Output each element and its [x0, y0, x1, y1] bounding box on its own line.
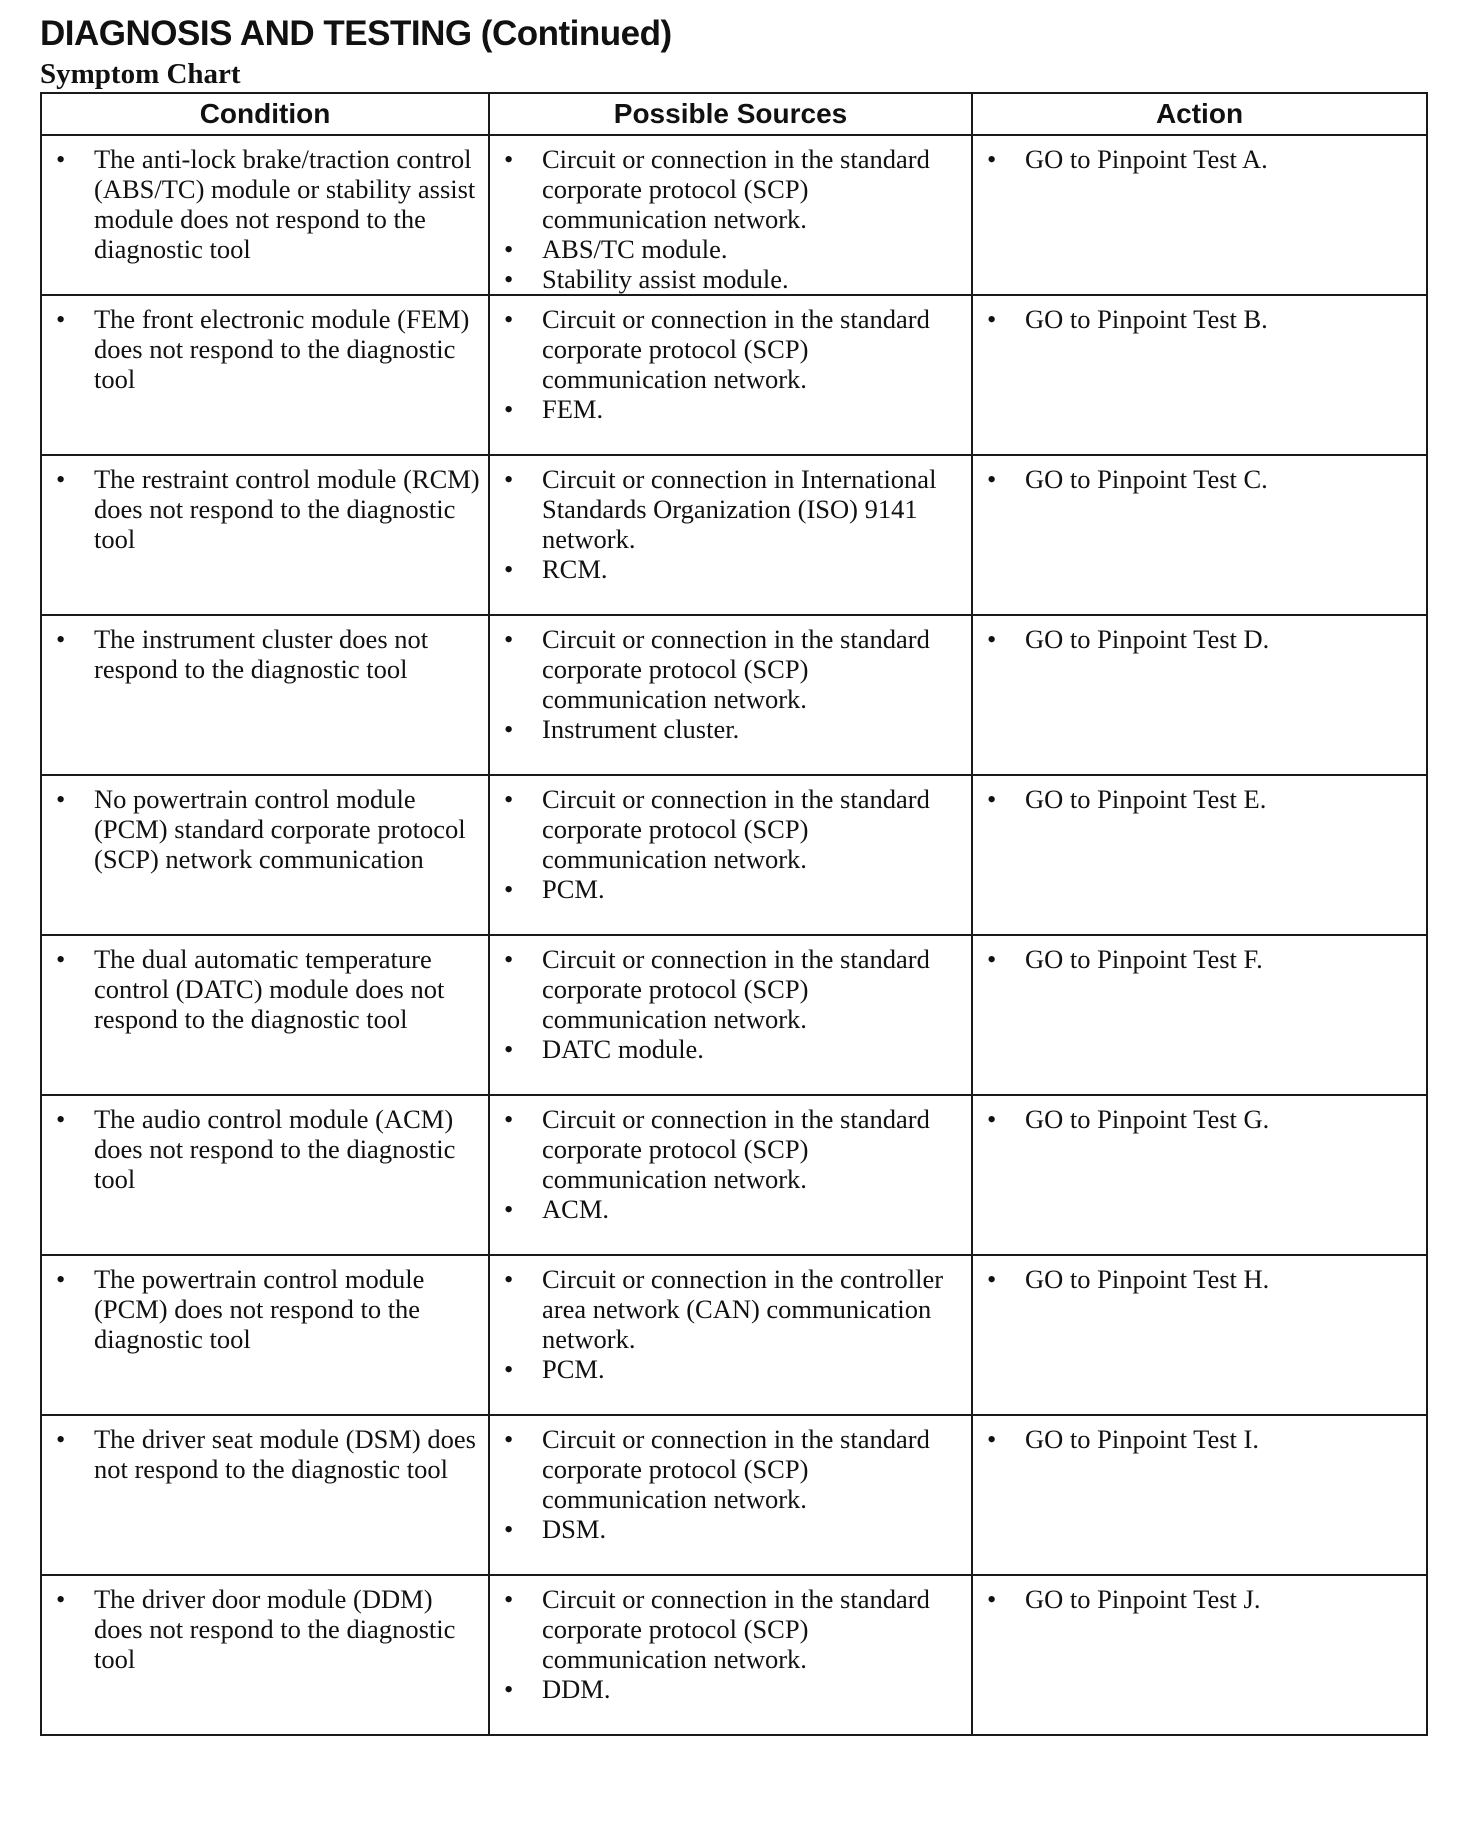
action-text: • GO to Pinpoint Test F. [983, 944, 1420, 974]
condition-cell [41, 295, 489, 455]
possible-sources-cell [489, 1415, 972, 1575]
condition-cell [41, 775, 489, 935]
condition-text: • The anti-lock brake/traction control (ABS/TC) module or stability assist module does not respond to the diagnostic tool [52, 144, 482, 264]
condition-text: • The driver door module (DDM) does not respond to the diagnostic tool [52, 1584, 482, 1674]
possible-source-item: • Circuit or connection in the standard corporate protocol (SCP) communication network. [500, 1104, 965, 1194]
possible-source-item: • DDM. [500, 1674, 965, 1704]
action-text: • GO to Pinpoint Test A. [983, 144, 1420, 174]
possible-source-item: • PCM. [500, 874, 965, 904]
condition-cell [41, 935, 489, 1095]
possible-sources-cell [489, 1575, 972, 1735]
condition-cell [41, 1575, 489, 1735]
action-text: • GO to Pinpoint Test I. [983, 1424, 1420, 1454]
column-header-possible-sources: Possible Sources [489, 93, 972, 135]
possible-source-item: • ABS/TC module. [500, 234, 965, 264]
possible-source-item: • Circuit or connection in the standard corporate protocol (SCP) communication network. [500, 1584, 965, 1674]
possible-source-item: • Circuit or connection in the standard corporate protocol (SCP) communication network. [500, 304, 965, 394]
action-cell [972, 1575, 1427, 1735]
column-header-action: Action [972, 93, 1427, 135]
table-row [41, 1575, 1427, 1735]
condition-cell [41, 1255, 489, 1415]
possible-sources-cell [489, 615, 972, 775]
possible-source-item: • FEM. [500, 394, 965, 424]
action-text: • GO to Pinpoint Test E. [983, 784, 1420, 814]
table-row [41, 135, 1427, 295]
condition-cell [41, 1415, 489, 1575]
condition-text: • The restraint control module (RCM) does not respond to the diagnostic tool [52, 464, 482, 554]
table-row [41, 295, 1427, 455]
possible-source-item: • ACM. [500, 1194, 965, 1224]
action-cell [972, 1415, 1427, 1575]
table-row [41, 615, 1427, 775]
possible-sources-cell [489, 135, 972, 295]
action-cell [972, 1095, 1427, 1255]
condition-text: • No powertrain control module (PCM) standard corporate protocol (SCP) network communication [52, 784, 482, 874]
possible-source-item: • Circuit or connection in the controller area network (CAN) communication network. [500, 1264, 965, 1354]
possible-source-item: • Circuit or connection in the standard corporate protocol (SCP) communication network. [500, 1424, 965, 1514]
condition-cell [41, 615, 489, 775]
possible-sources-cell [489, 935, 972, 1095]
column-header-condition: Condition [41, 93, 489, 135]
table-row [41, 1255, 1427, 1415]
condition-text: • The powertrain control module (PCM) does not respond to the diagnostic tool [52, 1264, 482, 1354]
condition-text: • The driver seat module (DSM) does not respond to the diagnostic tool [52, 1424, 482, 1484]
action-cell [972, 615, 1427, 775]
chart-title: Symptom Chart [40, 58, 241, 90]
table-row [41, 775, 1427, 935]
action-text: • GO to Pinpoint Test C. [983, 464, 1420, 494]
action-text: • GO to Pinpoint Test J. [983, 1584, 1420, 1614]
table-body [41, 135, 1427, 1735]
action-text: • GO to Pinpoint Test H. [983, 1264, 1420, 1294]
action-cell [972, 295, 1427, 455]
table-row [41, 935, 1427, 1095]
condition-text: • The front electronic module (FEM) does not respond to the diagnostic tool [52, 304, 482, 394]
condition-text: • The audio control module (ACM) does not respond to the diagnostic tool [52, 1104, 482, 1194]
possible-source-item: • Instrument cluster. [500, 714, 965, 744]
action-cell [972, 935, 1427, 1095]
action-cell [972, 1255, 1427, 1415]
action-cell [972, 775, 1427, 935]
possible-source-item: • Circuit or connection in the standard corporate protocol (SCP) communication network. [500, 144, 965, 234]
action-text: • GO to Pinpoint Test B. [983, 304, 1420, 334]
condition-text: • The instrument cluster does not respond to the diagnostic tool [52, 624, 482, 684]
possible-source-item: • RCM. [500, 554, 965, 584]
possible-source-item: • Circuit or connection in the standard corporate protocol (SCP) communication network. [500, 624, 965, 714]
condition-cell [41, 135, 489, 295]
possible-sources-cell [489, 775, 972, 935]
condition-cell [41, 1095, 489, 1255]
possible-sources-cell [489, 1255, 972, 1415]
possible-source-item: • DATC module. [500, 1034, 965, 1064]
condition-cell [41, 455, 489, 615]
possible-source-item: • PCM. [500, 1354, 965, 1384]
possible-sources-cell [489, 455, 972, 615]
table-row [41, 1095, 1427, 1255]
possible-source-item: • Circuit or connection in the standard corporate protocol (SCP) communication network. [500, 784, 965, 874]
table-row [41, 455, 1427, 615]
possible-source-item: • DSM. [500, 1514, 965, 1544]
symptom-chart-table [40, 92, 1428, 1736]
section-title: DIAGNOSIS AND TESTING (Continued) [40, 14, 672, 53]
table-row [41, 1415, 1427, 1575]
action-text: • GO to Pinpoint Test D. [983, 624, 1420, 654]
action-cell [972, 455, 1427, 615]
action-text: • GO to Pinpoint Test G. [983, 1104, 1420, 1134]
possible-sources-cell [489, 295, 972, 455]
possible-source-item: • Stability assist module. [500, 264, 965, 294]
condition-text: • The dual automatic temperature control (DATC) module does not respond to the diagnostic tool [52, 944, 482, 1034]
possible-source-item: • Circuit or connection in International Standards Organization (ISO) 9141 network. [500, 464, 965, 554]
possible-sources-cell [489, 1095, 972, 1255]
possible-source-item: • Circuit or connection in the standard corporate protocol (SCP) communication network. [500, 944, 965, 1034]
action-cell [972, 135, 1427, 295]
table-header-row [41, 93, 1427, 135]
